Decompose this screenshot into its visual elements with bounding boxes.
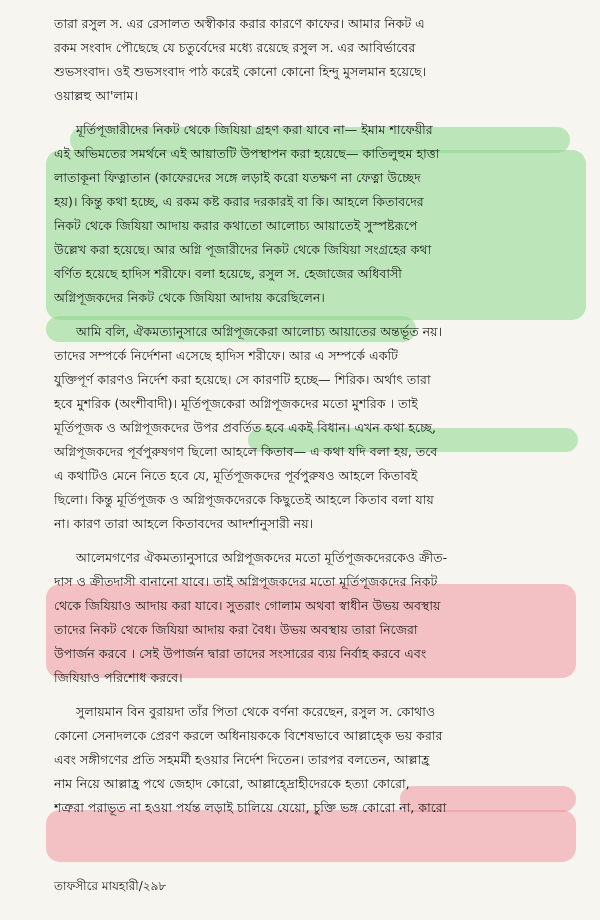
text-line: এ কথাটিও মেনে নিতে হবে যে, মূর্তিপূজকদের পূর্বপুরুষও আহলে কিতাবই — [54, 468, 418, 483]
text-line: জিযিয়াও পরিশোধ করবে। — [54, 670, 183, 685]
text-line: যুক্তিপূর্ণ কারণও নির্দেশ করা হয়েছে। সে কারণটি হচ্ছে— শিরিক। অর্থাৎ তারা — [54, 372, 431, 387]
text-line: আমি বলি, ঐকমত্যানুসারে অগ্নিপূজকেরা আলোচ্য আয়াতের অন্তর্ভূত নয়। — [76, 324, 443, 339]
text-line: ছিলো। কিন্তু মূর্তিপূজক ও অগ্নিপূজকদেরকে কিছুতেই আহলে কিতাব বলা যায় — [54, 492, 434, 507]
page-footer: তাফসীরে মাযহারী/২৯৮ — [54, 879, 167, 893]
text-line: দাস ও ক্রীতদাসী বানানো যাবে। তাই অগ্নিপূজকদের মতো মূর্তিপূজকদের নিকট — [54, 574, 438, 589]
text-line: নিকট থেকে জিযিয়া আদায় করার কথাতো আলোচ্য আয়াতেই সুস্পষ্টরূপে — [54, 218, 418, 233]
paragraph-4 — [54, 546, 554, 690]
text-line: তাদের নিকট থেকে জিযিয়া আদায় করা বৈধ। উভয় অবস্থায় তারা নিজেরা — [54, 622, 418, 637]
text-line: থেকে জিযিয়াও আদায় করা যাবে। সুতরাং গোলাম অথবা স্বাধীন উভয় অবস্থায় — [54, 598, 441, 613]
text-line: ওয়াল্লহু আ'লাম। — [54, 88, 139, 103]
text-line: হয়)। কিন্তু কথা হচ্ছে, এ রকম কষ্ট করার দরকারই বা কি। আহলে কিতাবদের — [54, 194, 424, 209]
paragraph-3 — [54, 320, 554, 536]
text-line: সুলায়মান বিন বুরায়দা তাঁর পিতা থেকে বর্ণনা করেছেন, রসুল স. কোথাও — [76, 704, 436, 719]
text-line: না। কারণ তারা আহলে কিতাবদের আদর্শানুসারী নয়। — [54, 516, 314, 531]
text-line: অগ্নিপূজকদের পূর্বপুরুষগণ ছিলো আহলে কিতাব— এ কথা যদি বলা হয়, তবে — [54, 444, 438, 459]
paragraph-2 — [54, 118, 554, 310]
text-line: এই অভিমতের সমর্থনে এই আয়াতটি উপস্থাপন করা হয়েছে— কাতিলুহুম হাত্তা — [54, 146, 440, 161]
text-line: লাতাকূনা ফিত্নাতান (কাফেরদের সঙ্গে লড়াই করো যতক্ষণ না ফেত্না উচ্ছেদ — [54, 170, 421, 185]
text-line: নাম নিয়ে আল্লাহ্র পথে জেহাদ কোরো, আল্লাহ্দ্রোহীদেরকে হত্যা কোরো, — [54, 776, 410, 791]
paragraph-5 — [54, 700, 554, 820]
text-line: শত্রুরা পরাভূত না হওয়া পর্যন্ত লড়াই চালিয়ে যেয়ো, চুক্তি ভঙ্গ কোরো না, কারো — [54, 800, 447, 815]
text-line: হবে মুশরিক (অংশীবাদী)। মূর্তিপূজকেরা অগ্নিপূজকদের মতো মুশরিক । তাই — [54, 396, 418, 411]
text-line: অগ্নিপূজকদের নিকট থেকে জিযিয়া আদায় করেছিলেন। — [54, 290, 325, 305]
text-line: রকম সংবাদ পৌছেছে যে চতুর্বেদের মধ্যে রয়েছে রসুল স. এর আবির্ভাবের — [54, 40, 416, 55]
text-line: তাদের সম্পর্কে নির্দেশনা এসেছে হাদিস শরীফে। আর এ সম্পর্কে একটি — [54, 348, 398, 363]
text-line: মূর্তিপূজারীদের নিকট থেকে জিযিয়া গ্রহণ করা যাবে না— ইমাম শাফেয়ীর — [76, 122, 433, 137]
text-line: এবং সঙ্গীগণের প্রতি সহমর্মী হওয়ার নির্দেশ দিতেন। তারপর বলতেন, আল্লাহ্র — [54, 752, 430, 767]
text-line: তারা রসুল স. এর রেসালত অস্বীকার করার কারণে কাফের। আমার নিকট এ — [54, 16, 425, 31]
text-line: কোনো সেনাদলকে প্রেরণ করলে অধিনায়ককে বিশেষভাবে আল্লাহ্কে ভয় করার — [54, 728, 443, 743]
text-line: বর্ণিত হয়েছে হাদিস শরীফে। বলা হয়েছে, রসুল স. হেজাজের অধিবাসী — [54, 266, 402, 281]
text-line: শুভসংবাদ। ওই শুভসংবাদ পাঠ করেই কোনো কোনো হিন্দু মুসলমান হয়েছে। — [54, 64, 427, 79]
text-line: মূর্তিপূজক ও অগ্নিপূজকদের উপর প্রবর্তিত হবে একই বিধান। এখন কথা হচ্ছে, — [54, 420, 437, 435]
text-line: উপার্জন করবে । সেই উপার্জন দ্বারা তাদের সংসারের ব্যয় নির্বাহ করবে এবং — [54, 646, 427, 661]
text-line: আলেমগণের ঐকমত্যানুসারে অগ্নিপূজকদের মতো মূর্তিপূজকদেরকেও ক্রীত- — [76, 550, 448, 565]
text-line: উল্লেখ করা হয়েছে। আর অগ্নি পূজারীদের নিকট থেকে জিযিয়া সংগ্রহের কথা — [54, 242, 432, 257]
paragraph-1 — [54, 12, 554, 108]
